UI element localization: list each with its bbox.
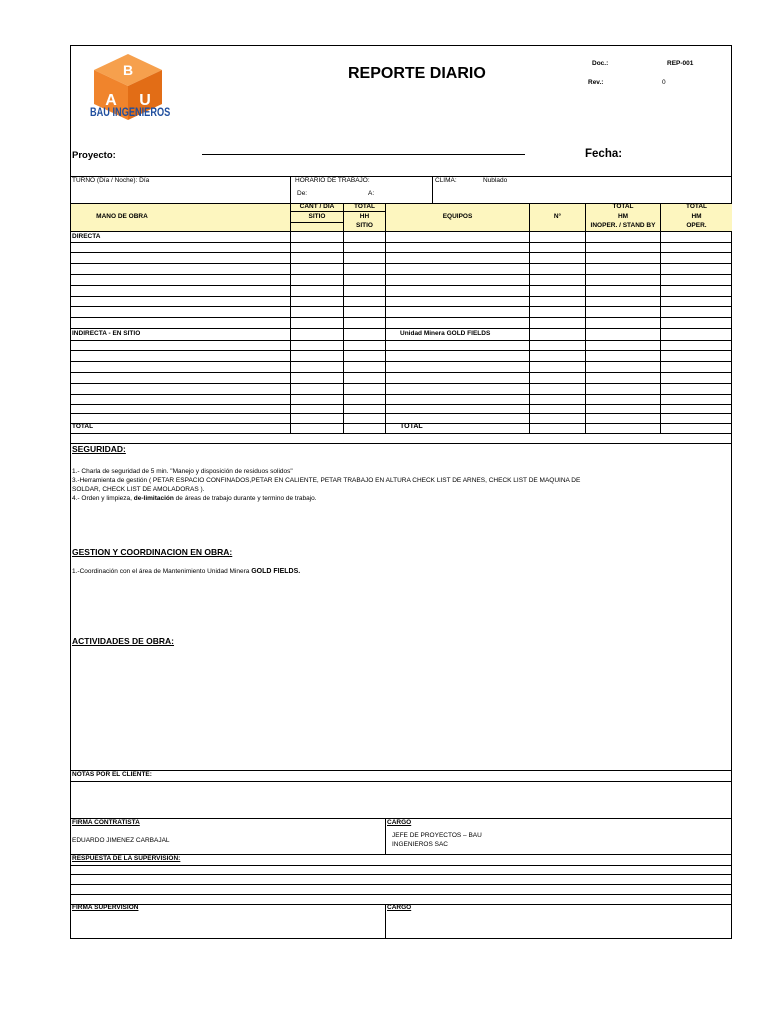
proyecto-line[interactable] [202, 154, 525, 155]
divider [290, 222, 343, 223]
col-cant-dia: CANT / DIA [299, 203, 335, 210]
table-row [70, 394, 732, 395]
company-name: BAU INGENIEROS [90, 107, 171, 119]
fecha-label: Fecha: [585, 148, 623, 160]
seguridad-line-2: 3.-Herramienta de gestión ( PETAR ESPACIO CONFINADOS,PETAR EN CALIENTE, PETAR TRABAJO EN ALTURA CHECK LIST DE ARNES, CHECK LIST DE MAQUINA DE [72, 477, 581, 484]
gestion-line-1a: 1.-Coordinación con el área de Mantenimiento Unidad Minera [72, 568, 252, 575]
rev-value: 0 [662, 79, 666, 86]
seguridad-line-3: SOLDAR, CHECK LIST DE AMOLADORAS ). [72, 486, 205, 493]
table-row [70, 306, 732, 307]
total-left: TOTAL [72, 423, 94, 430]
col-n: N° [553, 213, 562, 220]
gestion-line-1b: GOLD FIELDS. [251, 568, 301, 575]
gestion-line-1 [72, 568, 300, 576]
col-divider [660, 203, 661, 434]
col-divider [585, 203, 586, 434]
actividades-title: ACTIVIDADES DE OBRA: [72, 636, 175, 646]
divider [70, 865, 732, 866]
table-row [70, 285, 732, 286]
table-row [70, 383, 732, 384]
horario-a[interactable]: A: [368, 190, 375, 197]
table-row [70, 340, 732, 341]
turno-field[interactable]: TURNO (Día / Noche): Día [72, 177, 150, 184]
notas-field[interactable] [71, 782, 731, 818]
divider [70, 894, 732, 895]
divider [432, 176, 433, 203]
table-row [70, 274, 732, 275]
col-divider [529, 203, 530, 434]
total-right: TOTAL [400, 423, 423, 430]
col-cant-sitio: SITIO [308, 213, 326, 220]
proyecto-label: Proyecto: [72, 150, 116, 161]
col-total-oper-3: OPER. [686, 222, 707, 229]
table-row [70, 404, 732, 405]
respuesta-label: RESPUESTA DE LA SUPERVISION: [72, 855, 181, 862]
divider [70, 231, 732, 232]
horario-de[interactable]: De: [297, 190, 308, 197]
col-total-hh-2: HH [359, 213, 370, 220]
seguridad-line-1: 1.- Charla de seguridad de 5 min. "Manejo y disposición de residuos solidos" [72, 468, 293, 475]
section-directa: DIRECTA [72, 233, 101, 240]
table-row [70, 350, 732, 351]
col-divider [385, 203, 386, 434]
divider [385, 904, 386, 939]
clima-label: CLIMA: [435, 177, 457, 184]
col-total-oper-2: HM [691, 213, 702, 220]
table-row [70, 361, 732, 362]
table-row [70, 433, 732, 434]
table-row [70, 263, 732, 264]
firma-contratista-label: FIRMA CONTRATISTA [72, 819, 140, 826]
cargo-label: CARGO [387, 819, 412, 826]
col-total-hm-1: TOTAL [612, 203, 634, 210]
seguridad-line-4b: de-limitación [133, 495, 174, 502]
seguridad-line-4 [72, 496, 317, 503]
divider [70, 884, 732, 885]
col-divider [343, 203, 344, 434]
table-row [70, 296, 732, 297]
table-row [70, 252, 732, 253]
table-row [70, 372, 732, 373]
gestion-title: GESTION Y COORDINACION EN OBRA: [72, 547, 233, 557]
col-total-oper-1: TOTAL [685, 203, 708, 210]
seguridad-line-4a: 4.- Orden y limpieza, [72, 495, 134, 502]
seguridad-line-4c: de áreas de trabajo durante y termino de trabajo. [173, 495, 317, 502]
notas-title: NOTAS POR EL CLIENTE: [72, 771, 152, 778]
table-row [70, 443, 732, 444]
col-equipos: EQUIPOS [442, 213, 473, 220]
col-total-hm-3: INOPER. / STAND BY [590, 222, 656, 229]
divider [290, 176, 291, 203]
divider [290, 211, 385, 212]
seguridad-title: SEGURIDAD: [72, 444, 126, 454]
firma-supervision-label: FIRMA SUPERVISION [72, 904, 139, 911]
doc-label: Doc.: [592, 60, 609, 67]
col-divider [290, 203, 291, 434]
col-total-hh-3: SITIO [356, 222, 373, 229]
table-row [70, 242, 732, 243]
divider [385, 818, 386, 854]
horario-label: HORARIO DE TRABAJO: [295, 177, 370, 184]
divider [70, 770, 732, 771]
table-row [70, 413, 732, 414]
table-row [70, 328, 732, 329]
svg-text:B: B [122, 62, 134, 78]
cargo-line-1: JEFE DE PROYECTOS – BAU [392, 832, 482, 839]
svg-text:A: A [105, 92, 117, 109]
page-title: REPORTE DIARIO [348, 65, 486, 82]
clima-value[interactable]: Nublado [483, 177, 508, 184]
contratista-nombre: EDUARDO JIMENEZ CARBAJAL [72, 837, 170, 844]
divider [70, 176, 732, 177]
section-indirecta: INDIRECTA - EN SITIO [72, 330, 141, 337]
unidad-minera-label: Unidad Minera GOLD FIELDS [400, 330, 491, 337]
cargo-line-2: INGENIEROS SAC [392, 841, 448, 848]
col-mano-obra: MANO DE OBRA [96, 213, 148, 220]
doc-value: REP-001 [667, 60, 694, 67]
rev-label: Rev.: [588, 79, 604, 86]
col-total-hh-1: TOTAL [353, 203, 376, 210]
table-row [70, 317, 732, 318]
svg-text:U: U [139, 92, 151, 109]
col-total-hm-2: HM [617, 213, 629, 220]
cargo-supervision-label: CARGO [387, 904, 412, 911]
divider [70, 874, 732, 875]
